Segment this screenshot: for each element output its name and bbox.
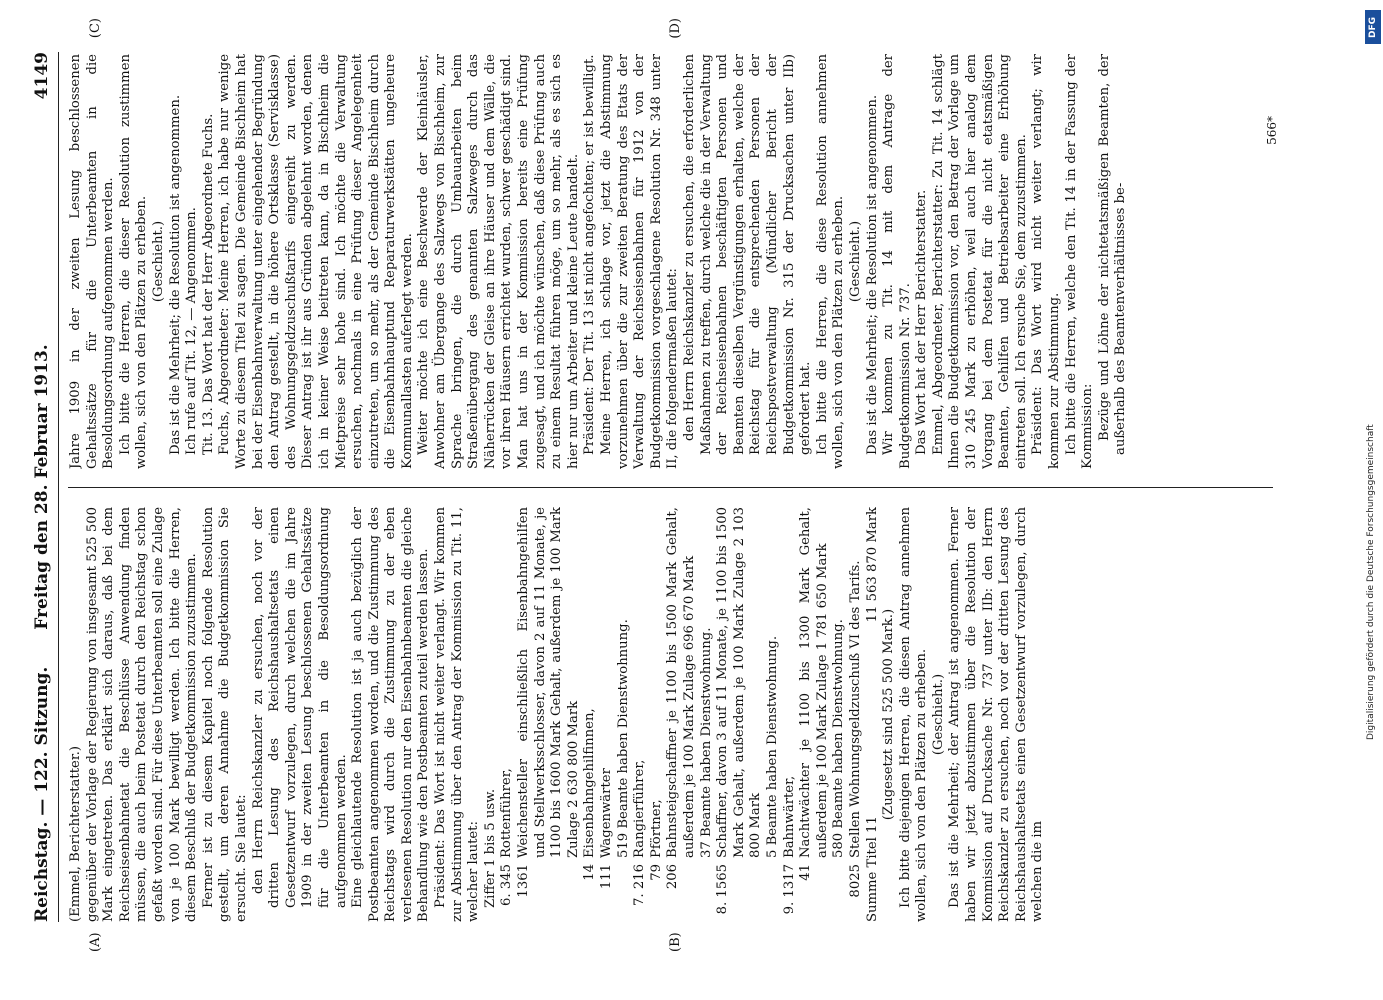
header-rule [58,52,59,922]
paragraph: Präsident: Das Wort wird nicht weiter verlangt; wir kommen zur Abstimmung. [1030,54,1063,469]
paragraph: Ich bitte die Herren, die dieser Resolution zustimmen wollen, sich von den Plätzen zu erheben. [117,54,150,469]
paragraph: Präsident: Der Tit. 13 ist nicht angefochten; er ist bewilligt. [582,54,598,455]
right-column [68,54,1273,469]
list-item: 79 Pförtner, [648,799,664,881]
paragraph: Ich bitte diejenigen Herren, die diesen Antrag annehmen wollen, sich von den Plätzen zu erheben. [897,507,930,922]
margin-letter-c: (C) [88,18,103,39]
list-item: 6. 345 Rottenführer, [499,768,515,906]
header-session: Reichstag. — 122. Sitzung. [32,666,52,922]
paragraph: Emmel, Abgeordneter, Berichterstatter: Zu Tit. 14 schlägt Ihnen die Budgetkommission vor, den Betrag der Vorlage um 310 245 Mark zu erhöhen, weil auch hier analog dem Vorgang bei dem Postetat für die nicht etatsmäßigen Beamten, Gehilfen und Betriebsarbeiter eine Erhöhung eintreten soll. Ich ersuche Sie, dem zuzustimmen. [930,54,1029,469]
paragraph: (Zugesetzt sind 525 500 Mark.) [881,608,897,821]
column-divider [68,487,1273,488]
margin-letter-a: (A) [88,932,103,952]
header-date: Freitag den 28. Februar 1913. [32,344,52,630]
paragraph: Jahre 1909 in der zweiten Lesung beschlossenen Gehaltssätze für die Unterbeamten in die Besoldungsordnung aufgenommen werden. [68,54,117,469]
list-item: 8. 1565 Schaffner, davon 3 auf 11 Monate, je 1100 bis 1500 Mark Gehalt, außerdem je 100 Mark Zulage 2 103 800 Mark [715,507,764,915]
paragraph: Ziffer 1 bis 5 usw. [482,788,498,908]
paragraph: Weiter möchte ich eine Beschwerde der Kleinhäusler, Anwohner am Übergange des Salzwegs von Bischheim, zur Sprache bringen, die durch Umbauarbeiten beim Straßenübergang des genannten Salzweges durch das Näherrücken der Gleise an ihre Häuser und dem Wälle, die vor ihren Häusern errichtet wurden, schwer geschädigt sind. Man hat uns in der Kommission bereits eine Prüfung zugesagt, und ich möchte wünschen, daß diese Prüfung auch zu einem Resultat führen möge, um so mehr, als es sich es hier nur um Arbeiter und kleine Leute handelt. [416,54,581,469]
paragraph: Das Wort hat der Herr Berichterstatter. [914,189,930,455]
page-footer-mark: 566* [1265,116,1279,145]
resolution-text: den Herrn Reichskanzler zu ersuchen, noch vor der dritten Lesung des Reichshaushaltsetats einen Gesetzentwurf vorzulegen, durch welchen die im Jahre 1909 in der zweiten Lesung beschlossenen Gehaltssätze für die Unterbeamten in die Besoldungsordnung aufgenommen werden. [250,507,349,908]
paragraph: Eine gleichlautende Resolution ist ja auch bezüglich der Postbeamten angenommen worden, und die Zustimmung des Reichstags wird durch die Zustimmung zu der eben verlesenen Resolution nur den Eisenbahnbeamten die gleiche Behandlung wie den Postbeamten zuteil werden lassen. [350,507,432,922]
left-column [68,507,1273,922]
margin-letter-d: (D) [668,18,683,39]
paragraph: Ich rufe auf Tit. 12, — Angenommen. [184,207,200,455]
paragraph: Ich bitte die Herren, welche den Tit. 14 in der Fassung der Kommission: [1063,54,1096,469]
list-item: 111 Wagenwärter [599,768,614,890]
sum-value: 11 563 870 Mark [864,507,880,623]
list-item: 5 Beamte haben Dienstwohnung. [764,635,780,858]
page-header [28,52,58,922]
resolution-text: Bezüge und Löhne der nichtetatsmäßigen Beamten, der außerhalb des Beamtenverhältnisses be- [1096,54,1129,455]
resolution-text: den Herrn Reichskanzler zu ersuchen, die erforderlichen Maßnahmen zu treffen, durch welche die in der Verwaltung der Reichseisenbahnen beschäftigten Personen und Beamten dieselben Vergünstigungen erhalten, welche der Reichstag für die entsprechenden Personen der Reichspostverwaltung (Mündlicher Bericht der Budgetkommission Nr. 315 der Drucksachen unter IIb) gefordert hat. [681,54,814,455]
list-item: 519 Beamte haben Dienstwohnung. [615,619,631,858]
staff-list [499,507,864,922]
paragraph: Ich bitte die Herren, die diese Resolution annehmen wollen, sich von den Plätzen zu erheben. [814,54,847,469]
paragraph: (Geschieht.) [150,220,166,303]
title-sum [865,507,882,922]
paragraph: Das ist die Mehrheit; die Resolution ist angenommen. [864,94,880,455]
dfg-logo-icon: DFG [1365,10,1381,44]
list-item: 37 Beamte haben Dienstwohnung. [698,627,714,858]
sum-label: Summe Titel 11 [864,816,880,922]
paragraph: Präsident: Das Wort ist nicht weiter verlangt. Wir kommen zur Abstimmung über den Antrag der Kommission zu Tit. 11, welcher lautet: [433,507,482,922]
list-item: 14 Eisenbahngehilfinnen, [582,708,598,881]
list-item: 7. 216 Rangierführer, [632,759,648,906]
paragraph: Fuchs, Abgeordneter: Meine Herren, ich habe nur wenige Worte zu diesem Titel zu sagen. Die Gemeinde Bischheim hat bei der Eisenbahnverwaltung unter eingehender Begründung den Antrag gestellt, in die höhere Ortsklasse (Servisklasse) des Wohnungsgeldzuschußtarifs eingereiht zu werden. Dieser Antrag ist ihr aus Gründen abgelehnt worden, denen ich in keiner Weise beitreten kann, da in Bischheim die Mietpreise sehr hohe sind. Ich möchte die Verwaltung ersuchen, nochmals in eine Prüfung dieser Angelegenheit einzutreten, um so mehr, als der Gemeinde Bischheim durch die Eisenbahnhauptund Reparaturwerkstätten ungeheure Kommunallasten auferlegt werden. [217,54,415,469]
paragraph: gegenüber der Vorlage der Regierung von insgesamt 525 500 Mark eingetreten. Das erklärt sich daraus, daß bei dem Reichseisenbahnetat die Beschlüsse Anwendung finden müssen, die auch beim Postetat durch den Reichstag schon gefaßt worden sind. Für diese Unterbeamten soll eine Zulage von je 100 Mark bewilligt werden. Ich bitte die Herren, diesem Beschluß der Budgetkommission zuzustimmen. [84,507,200,922]
list-item: 8025 Stellen Wohnungsgeldzuschuß VI des Tarifs. [847,560,863,898]
paragraph: Wir kommen zu Tit. 14 mit dem Antrage der Budgetkommission Nr. 737. [881,54,913,469]
list-item: 206 Bahnsteigschaffner je 1100 bis 1500 Mark Gehalt, außerdem je 100 Mark Zulage 696 670 Mark [665,507,697,890]
digitization-note: Digitalisierung gefördert durch die Deutsche Forschungsgemeinschaft [1366,424,1376,740]
list-item: 580 Beamte haben Dienstwohnung. [831,619,847,858]
list-item: 41 Nachtwächter je 1100 bis 1300 Mark Gehalt, außerdem je 100 Mark Zulage 1 781 650 Mark [798,507,830,881]
list-item: 1361 Weichensteller einschließlich Eisenbahngehilfen und Stellwerksschlosser, davon 2 auf 11 Monate, je 1100 bis 1600 Mark Gehalt, außerdem je 100 Mark Zulage 2 630 800 Mark [516,507,581,898]
list-item: 9. 1317 Bahnwärter, [781,775,797,915]
paragraph: (Geschieht.) [847,220,863,303]
speaker-note: (Emmel, Berichterstatter.) [68,745,83,922]
paragraph: Das ist die Mehrheit; der Antrag ist angenommen. Ferner haben wir jetzt abzustimmen über die Resolution der Kommission auf Drucksache Nr. 737 unter IIb: den Herrn Reichskanzler zu ersuchen, noch vor der dritten Lesung des Reichshaushaltsetats einen Gesetzentwurf vorzulegen, durch welchen die im [947,507,1046,922]
newspaper-page [28,18,1283,952]
paragraph: Meine Herren, ich schlage vor, jetzt die Abstimmung vorzunehmen über die zur zweiten Beratung des Etats der Verwaltung der Reichseisenbahnen für 1912 von der Budgetkommission vorgeschlagene Resolution Nr. 348 unter II, die folgendermaßen lautet: [599,54,681,469]
digitization-credit [1363,0,1383,1000]
paragraph: Das ist die Mehrheit; die Resolution ist angenommen. [167,94,183,455]
paragraph: Ferner ist zu diesem Kapitel noch folgende Resolution gestellt, um deren Annahme die Budgetkommission Sie ersucht. Sie lautet: [200,507,249,922]
paragraph: Tit. 13. Das Wort hat der Herr Abgeordnete Fuchs. [200,113,216,455]
margin-letter-b: (B) [668,932,683,952]
header-page-number: 4149 [32,52,52,100]
paragraph: (Geschieht.) [930,673,946,756]
